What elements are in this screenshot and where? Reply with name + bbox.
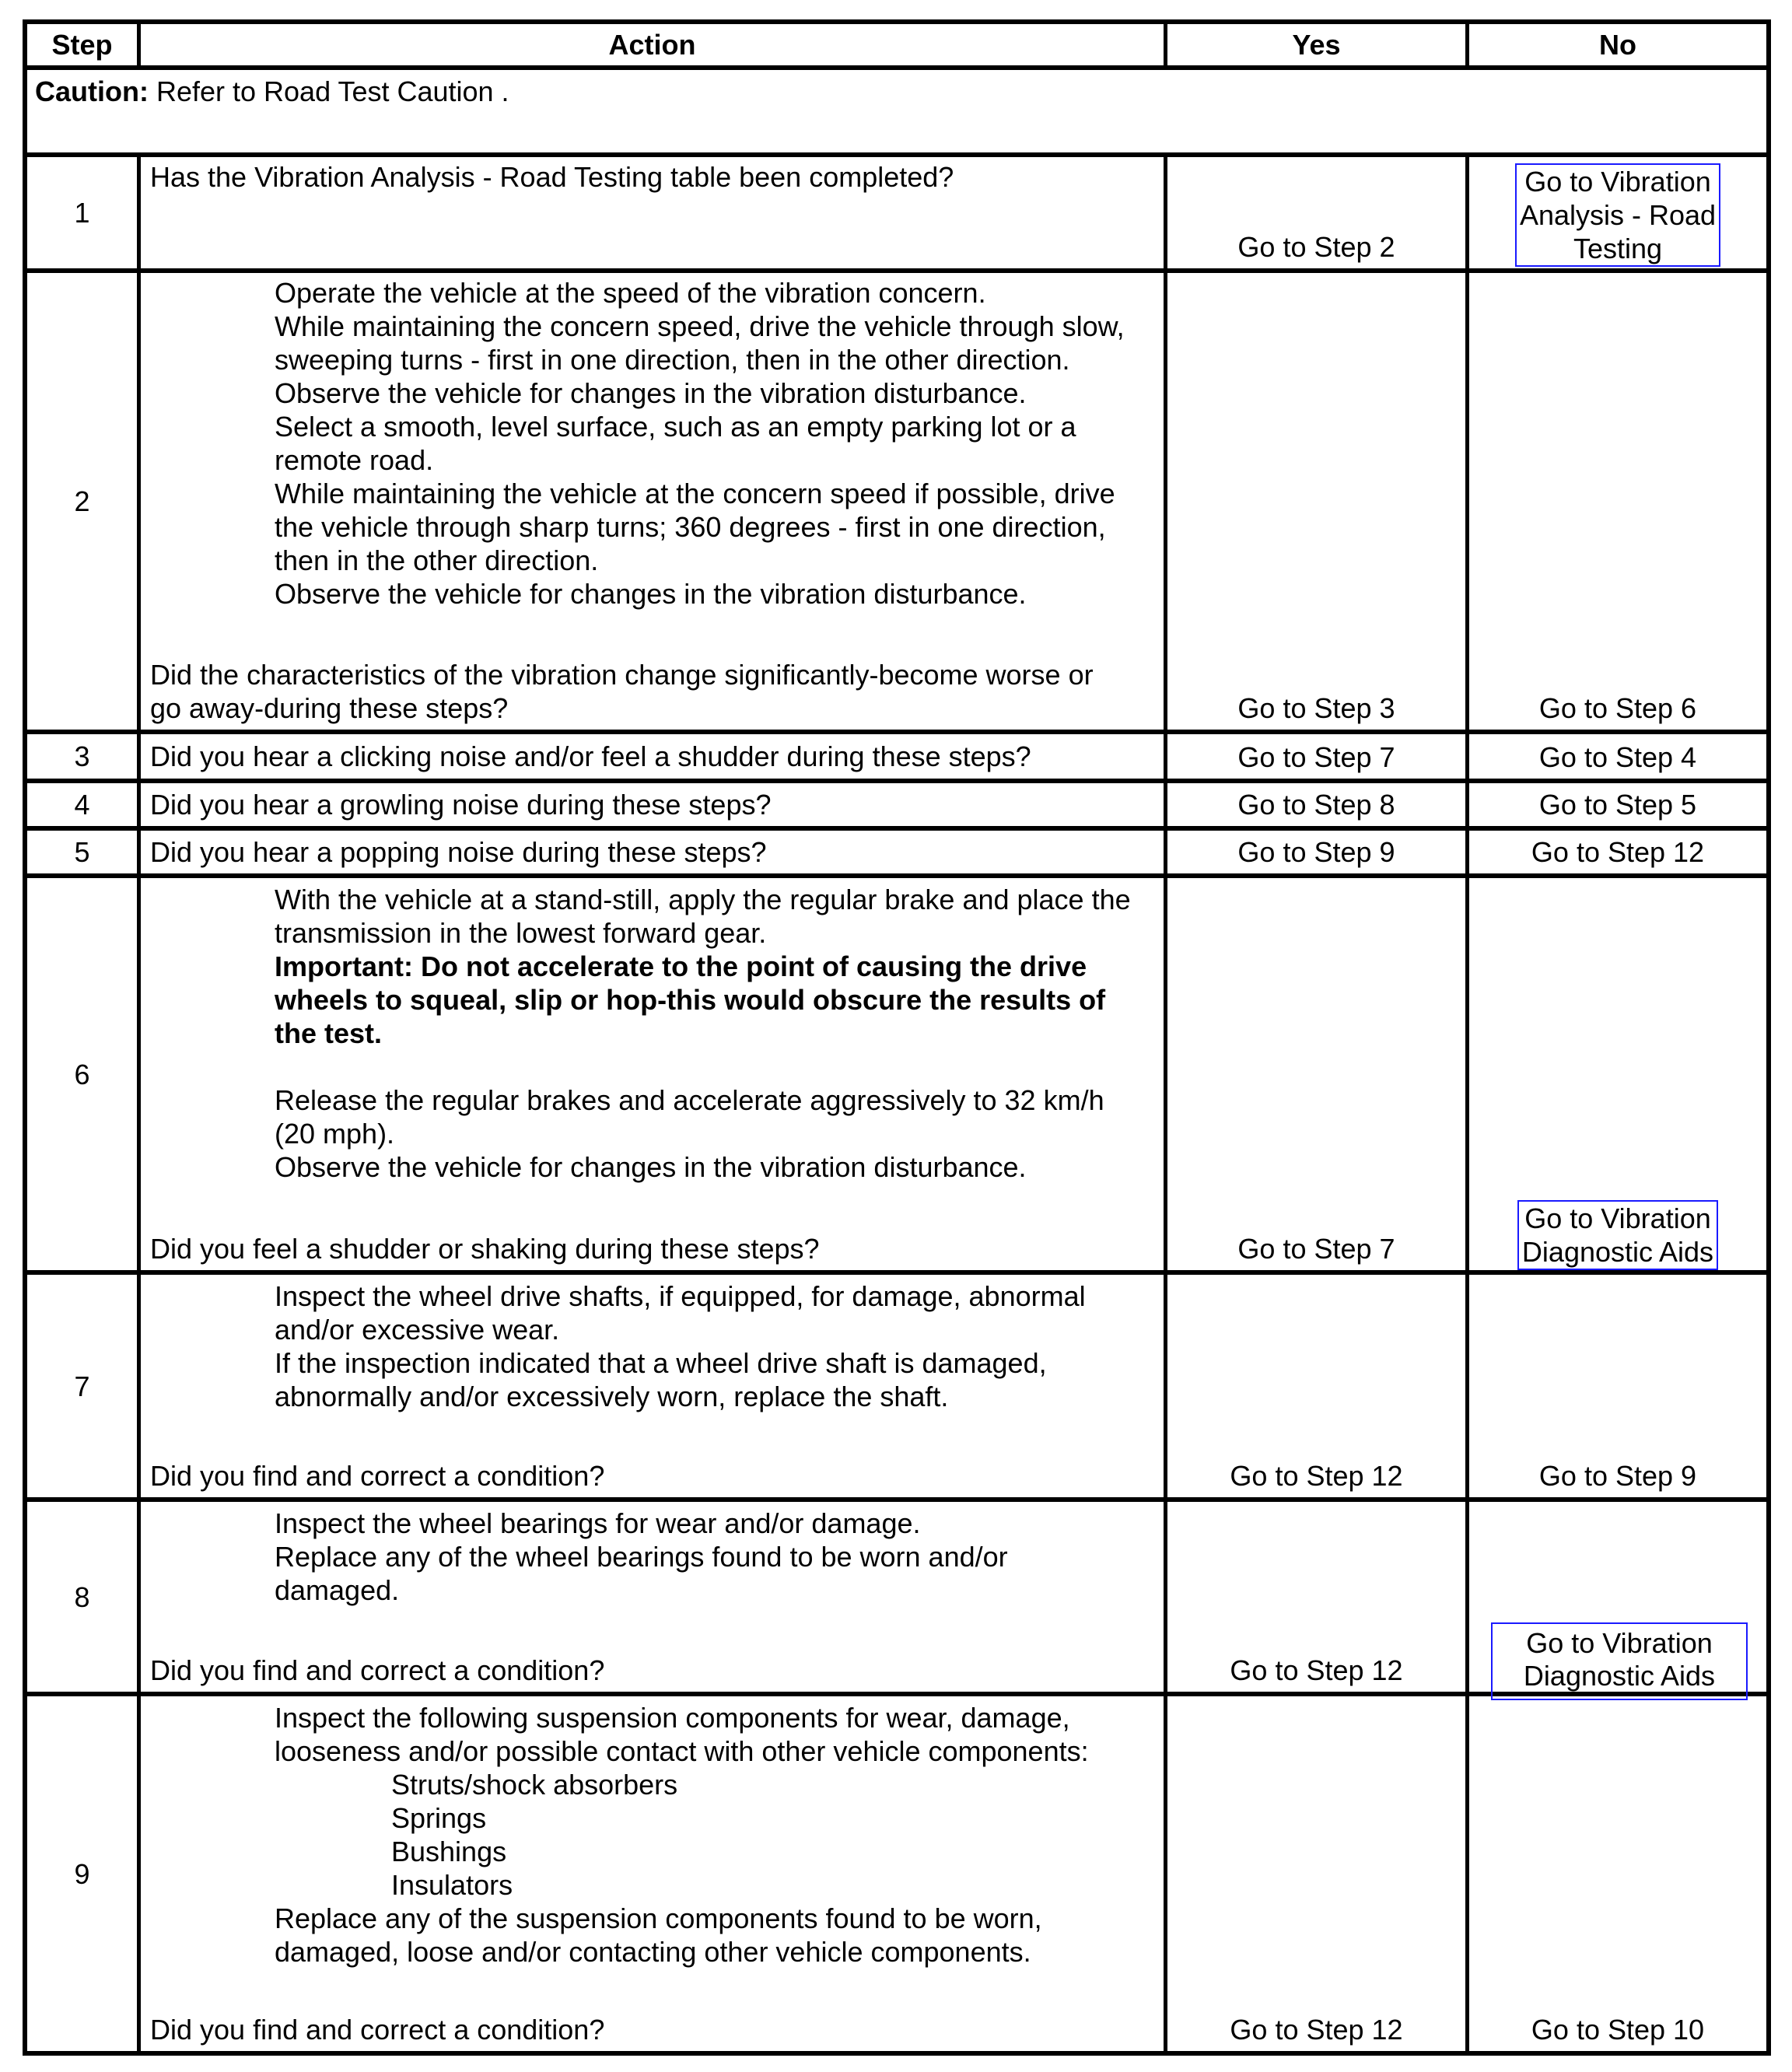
caution-label: Caution: — [35, 75, 149, 107]
no-link[interactable]: Go to Step 5 — [1538, 789, 1697, 821]
question-text: Did you find and correct a condition? — [150, 2014, 605, 2046]
yes-link[interactable]: Go to Step 12 — [1230, 2014, 1403, 2046]
action-instructions: Inspect the wheel bearings for wear and/or damage. Replace any of the wheel bearings found to be worn and/or damaged. — [275, 1507, 1008, 1606]
yes-cell — [1167, 734, 1465, 779]
caution-note — [27, 70, 1766, 152]
step-number: 3 — [74, 740, 90, 772]
action-cell — [141, 878, 1164, 1270]
list-item: Bushings — [391, 1836, 507, 1867]
no-link[interactable]: Go to Step 4 — [1538, 741, 1697, 773]
no-cell — [1469, 831, 1766, 873]
yes-cell — [1167, 1696, 1465, 2051]
yes-link[interactable]: Go to Step 2 — [1237, 231, 1395, 263]
no-cell — [1469, 273, 1766, 730]
question-text: Did you hear a clicking noise and/or feel a shudder during these steps? — [150, 740, 1031, 772]
step-number: 4 — [74, 789, 90, 821]
step-number: 8 — [74, 1580, 90, 1613]
step-number: 6 — [74, 1058, 90, 1090]
action-cell — [141, 783, 1164, 826]
vibration-analysis-road-testing-link[interactable]: Go to Vibration Analysis - Road Testing — [1515, 163, 1720, 267]
question-text: Did you find and correct a condition? — [150, 1460, 605, 1492]
action-instructions: Operate the vehicle at the speed of the vibration concern. While maintaining the concern speed, drive the vehicle through slow, sweeping turns - first in one direction, then in the other direction. Observe the vehicle for changes in the vibration disturbance. Select a smooth, level surface, such as an empty parking lot or a remote road. While maintaining the vehicle at the concern speed if possible, drive the vehicle through sharp turns; 360 degrees - first in one direction, then in the other direction. Observe the vehicle for changes in the vibration disturbance. — [275, 277, 1125, 610]
caution-text: Refer to Road Test Caution . — [148, 75, 509, 107]
yes-link[interactable]: Go to Step 9 — [1237, 836, 1395, 868]
action-cell — [141, 273, 1164, 730]
question-text: Did you hear a popping noise during these steps? — [150, 836, 767, 868]
action-cell — [141, 734, 1164, 779]
action-instructions: Inspect the following suspension components for wear, damage, looseness and/or possible contact with other vehicle components: Struts/shock absorbers Springs Bushings Insulators Replace any of the suspension components found to be worn, damaged, loose and/or contacting other vehicle components. — [150, 1701, 1156, 2013]
yes-cell — [1167, 783, 1465, 826]
no-link[interactable]: Go to Step 9 — [1538, 1460, 1697, 1492]
question-text: Did the characteristics of the vibration change significantly-become worse or go away-during these steps? — [150, 659, 1094, 724]
no-cell — [1469, 1696, 1766, 2051]
vibration-diagnostic-aids-link[interactable]: Go to Vibration Diagnostic Aids — [1491, 1622, 1748, 1700]
no-link[interactable]: Go to Step 6 — [1538, 692, 1697, 724]
question-text: Did you feel a shudder or shaking during these steps? — [150, 1233, 820, 1265]
list-item: Struts/shock absorbers — [391, 1769, 678, 1801]
step-number: 5 — [74, 836, 90, 868]
yes-link[interactable]: Go to Step 7 — [1237, 741, 1395, 773]
question-text: Has the Vibration Analysis - Road Testing table been completed? — [150, 161, 954, 193]
no-link[interactable]: Go to Step 10 — [1531, 2014, 1705, 2046]
component-list — [275, 1768, 1156, 1902]
list-item: Insulators — [391, 1869, 513, 1901]
no-cell — [1469, 157, 1766, 268]
no-cell — [1469, 878, 1766, 1270]
yes-cell — [1167, 157, 1465, 268]
vibration-diagnostic-aids-link[interactable]: Go to Vibration Diagnostic Aids — [1517, 1200, 1718, 1270]
yes-link[interactable]: Go to Step 12 — [1230, 1654, 1403, 1686]
step-number: 9 — [74, 1857, 90, 1890]
action-instructions: With the vehicle at a stand-still, apply the regular brake and place the transmission in the lowest forward gear. Important: Do not accelerate to the point of causing the drive wheels to squeal, slip or hop-this would obscure the results of the test. Release the regular brakes and accelerate aggressively to 32 km/h (20 mph). Observe the vehicle for changes in the vibration disturbance. — [150, 883, 1156, 1232]
no-cell — [1469, 783, 1766, 826]
question-text: Did you find and correct a condition? — [150, 1654, 605, 1686]
action-cell — [141, 831, 1164, 873]
action-cell — [141, 1275, 1164, 1497]
yes-cell — [1167, 878, 1465, 1270]
header-yes: Yes — [1292, 29, 1341, 61]
yes-link[interactable]: Go to Step 12 — [1230, 1460, 1403, 1492]
yes-cell — [1167, 831, 1465, 873]
yes-cell — [1167, 273, 1465, 730]
yes-link[interactable]: Go to Step 8 — [1237, 789, 1395, 821]
no-cell — [1469, 1275, 1766, 1497]
step-number: 1 — [74, 197, 90, 229]
question-text: Did you hear a growling noise during these steps? — [150, 789, 772, 821]
important-note: Important: Do not accelerate to the point of causing the drive wheels to squeal, slip or hop-this would obscure the results of the test. — [275, 950, 1106, 1049]
no-cell — [1469, 734, 1766, 779]
action-cell — [141, 1696, 1164, 2051]
yes-cell — [1167, 1502, 1465, 1692]
header-step: Step — [51, 29, 113, 61]
yes-link[interactable]: Go to Step 7 — [1237, 1233, 1395, 1265]
step-number: 7 — [74, 1370, 90, 1402]
action-instructions: Inspect the wheel drive shafts, if equipped, for damage, abnormal and/or excessive wear. If the inspection indicated that a wheel drive shaft is damaged, abnormally and/or excessively worn, replace the shaft. — [275, 1280, 1086, 1412]
action-cell — [141, 157, 1164, 268]
yes-link[interactable]: Go to Step 3 — [1237, 692, 1395, 724]
yes-cell — [1167, 1275, 1465, 1497]
action-cell — [141, 1502, 1164, 1692]
no-link[interactable]: Go to Step 12 — [1531, 836, 1705, 868]
step-number: 2 — [74, 485, 90, 517]
header-action: Action — [608, 29, 696, 61]
list-item: Springs — [391, 1802, 487, 1834]
header-no: No — [1599, 29, 1636, 61]
